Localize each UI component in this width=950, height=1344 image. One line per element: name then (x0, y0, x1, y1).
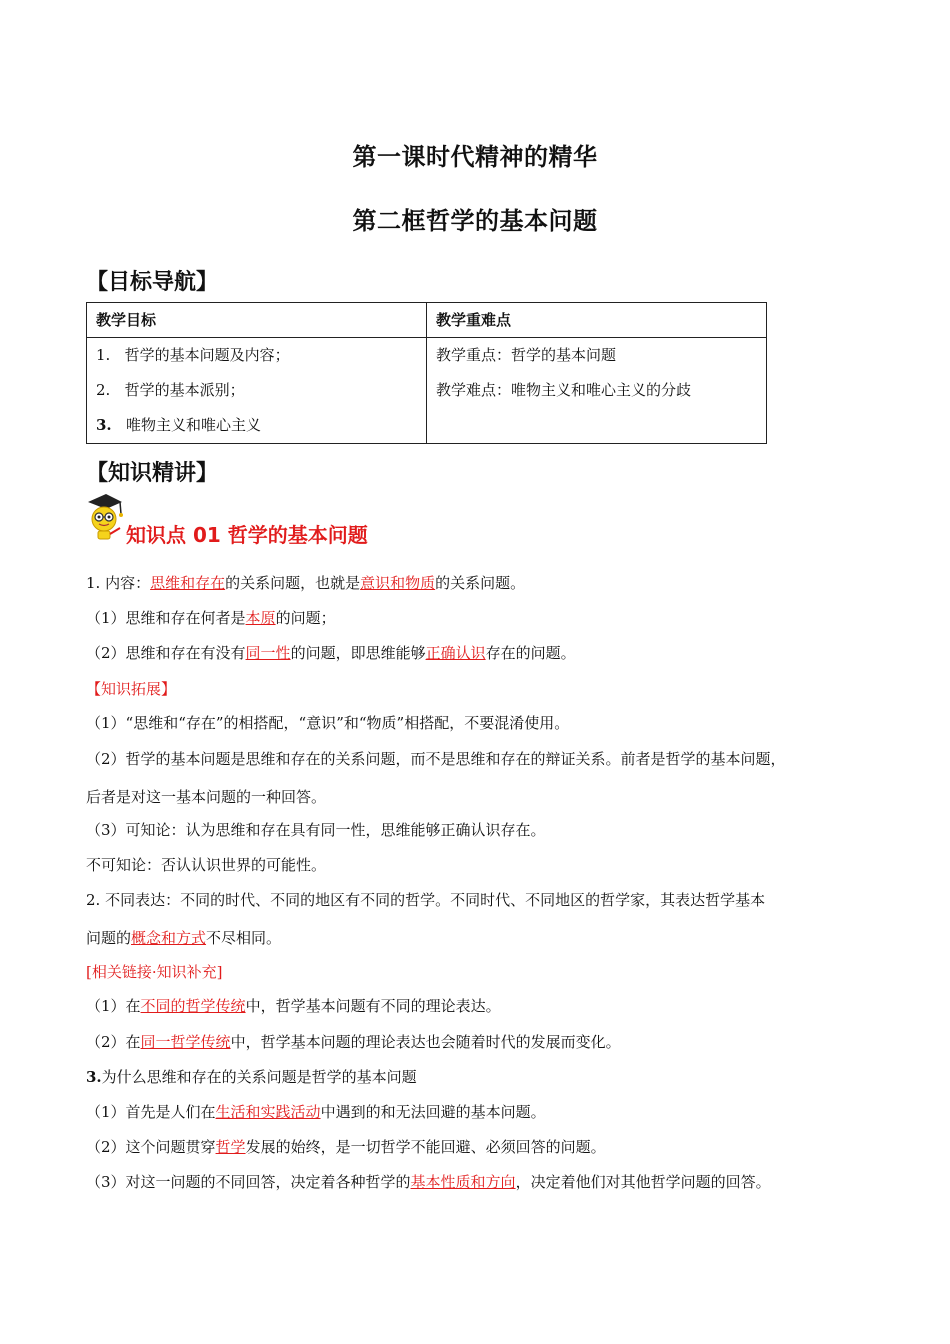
reason-item: （3）对这一问题的不同回答，决定着各种哲学的基本性质和方向，决定着他们对其他哲学问题的回答。 (86, 1173, 771, 1191)
extension-item: （1）“思维和“存在”的相搭配，“意识”和“物质”相搭配，不要混淆使用。 (86, 714, 570, 732)
reason-item: （1）首先是人们在生活和实践活动中遇到的和无法回避的基本问题。 (86, 1103, 546, 1121)
related-item: （1）在不同的哲学传统中，哲学基本问题有不同的理论表达。 (86, 997, 501, 1015)
key-point: 教学重点：哲学的基本问题 (436, 346, 617, 364)
goal-item: 2. 哲学的基本派别； (96, 381, 245, 399)
goal-nav-heading: 【目标导航】 (86, 270, 219, 295)
graduate-mascot-icon (84, 492, 124, 542)
content-item: （2）思维和存在有没有同一性的问题，即思维能够正确认识存在的问题。 (86, 644, 576, 662)
goals-cell (87, 338, 427, 444)
extension-item-cont: 后者是对这一基本问题的一种回答。 (86, 788, 327, 806)
extension-item: （2）哲学的基本问题是思维和存在的关系问题，而不是思维和存在的辩证关系。前者是哲学的基本问题， (86, 750, 786, 768)
knowledge-point-title: 知识点 01 哲学的基本问题 (126, 523, 368, 547)
col-header-key-points: 教学重难点 (427, 303, 767, 338)
goal-item: 3. 唯物主义和唯心主义 (96, 416, 261, 434)
content-paragraph: 1. 内容：思维和存在的关系问题，也就是意识和物质的关系问题。 (86, 574, 526, 592)
goal-item: 1. 哲学的基本问题及内容； (96, 346, 290, 364)
section-title: 第二框哲学的基本问题 (352, 207, 598, 235)
content-paragraph: 2. 不同表达：不同的时代、不同的地区有不同的哲学。不同时代、不同地区的哲学家，其表达哲学基本 (86, 891, 766, 909)
key-points-cell (427, 338, 767, 444)
related-item: （2）在同一哲学传统中，哲学基本问题的理论表达也会随着时代的发展而变化。 (86, 1033, 621, 1051)
extension-item: （3）可知论：认为思维和存在具有同一性，思维能够正确认识存在。 (86, 821, 546, 839)
related-link-label: [相关链接·知识补充] (86, 963, 223, 981)
extension-item: 不可知论：否认认识世界的可能性。 (86, 856, 327, 874)
content-paragraph: 3.为什么思维和存在的关系问题是哲学的基本问题 (86, 1068, 417, 1086)
knowledge-heading: 【知识精讲】 (86, 461, 219, 486)
content-item: （1）思维和存在何者是本原的问题； (86, 609, 336, 627)
extension-label: 【知识拓展】 (86, 680, 177, 698)
difficult-point: 教学难点：唯物主义和唯心主义的分歧 (436, 381, 692, 399)
reason-item: （2）这个问题贯穿哲学发展的始终，是一切哲学不能回避、必须回答的问题。 (86, 1138, 606, 1156)
lesson-title: 第一课时代精神的精华 (352, 143, 598, 171)
goals-table (86, 302, 767, 444)
content-paragraph-cont: 问题的概念和方式不尽相同。 (86, 929, 282, 947)
col-header-goals: 教学目标 (87, 303, 427, 338)
